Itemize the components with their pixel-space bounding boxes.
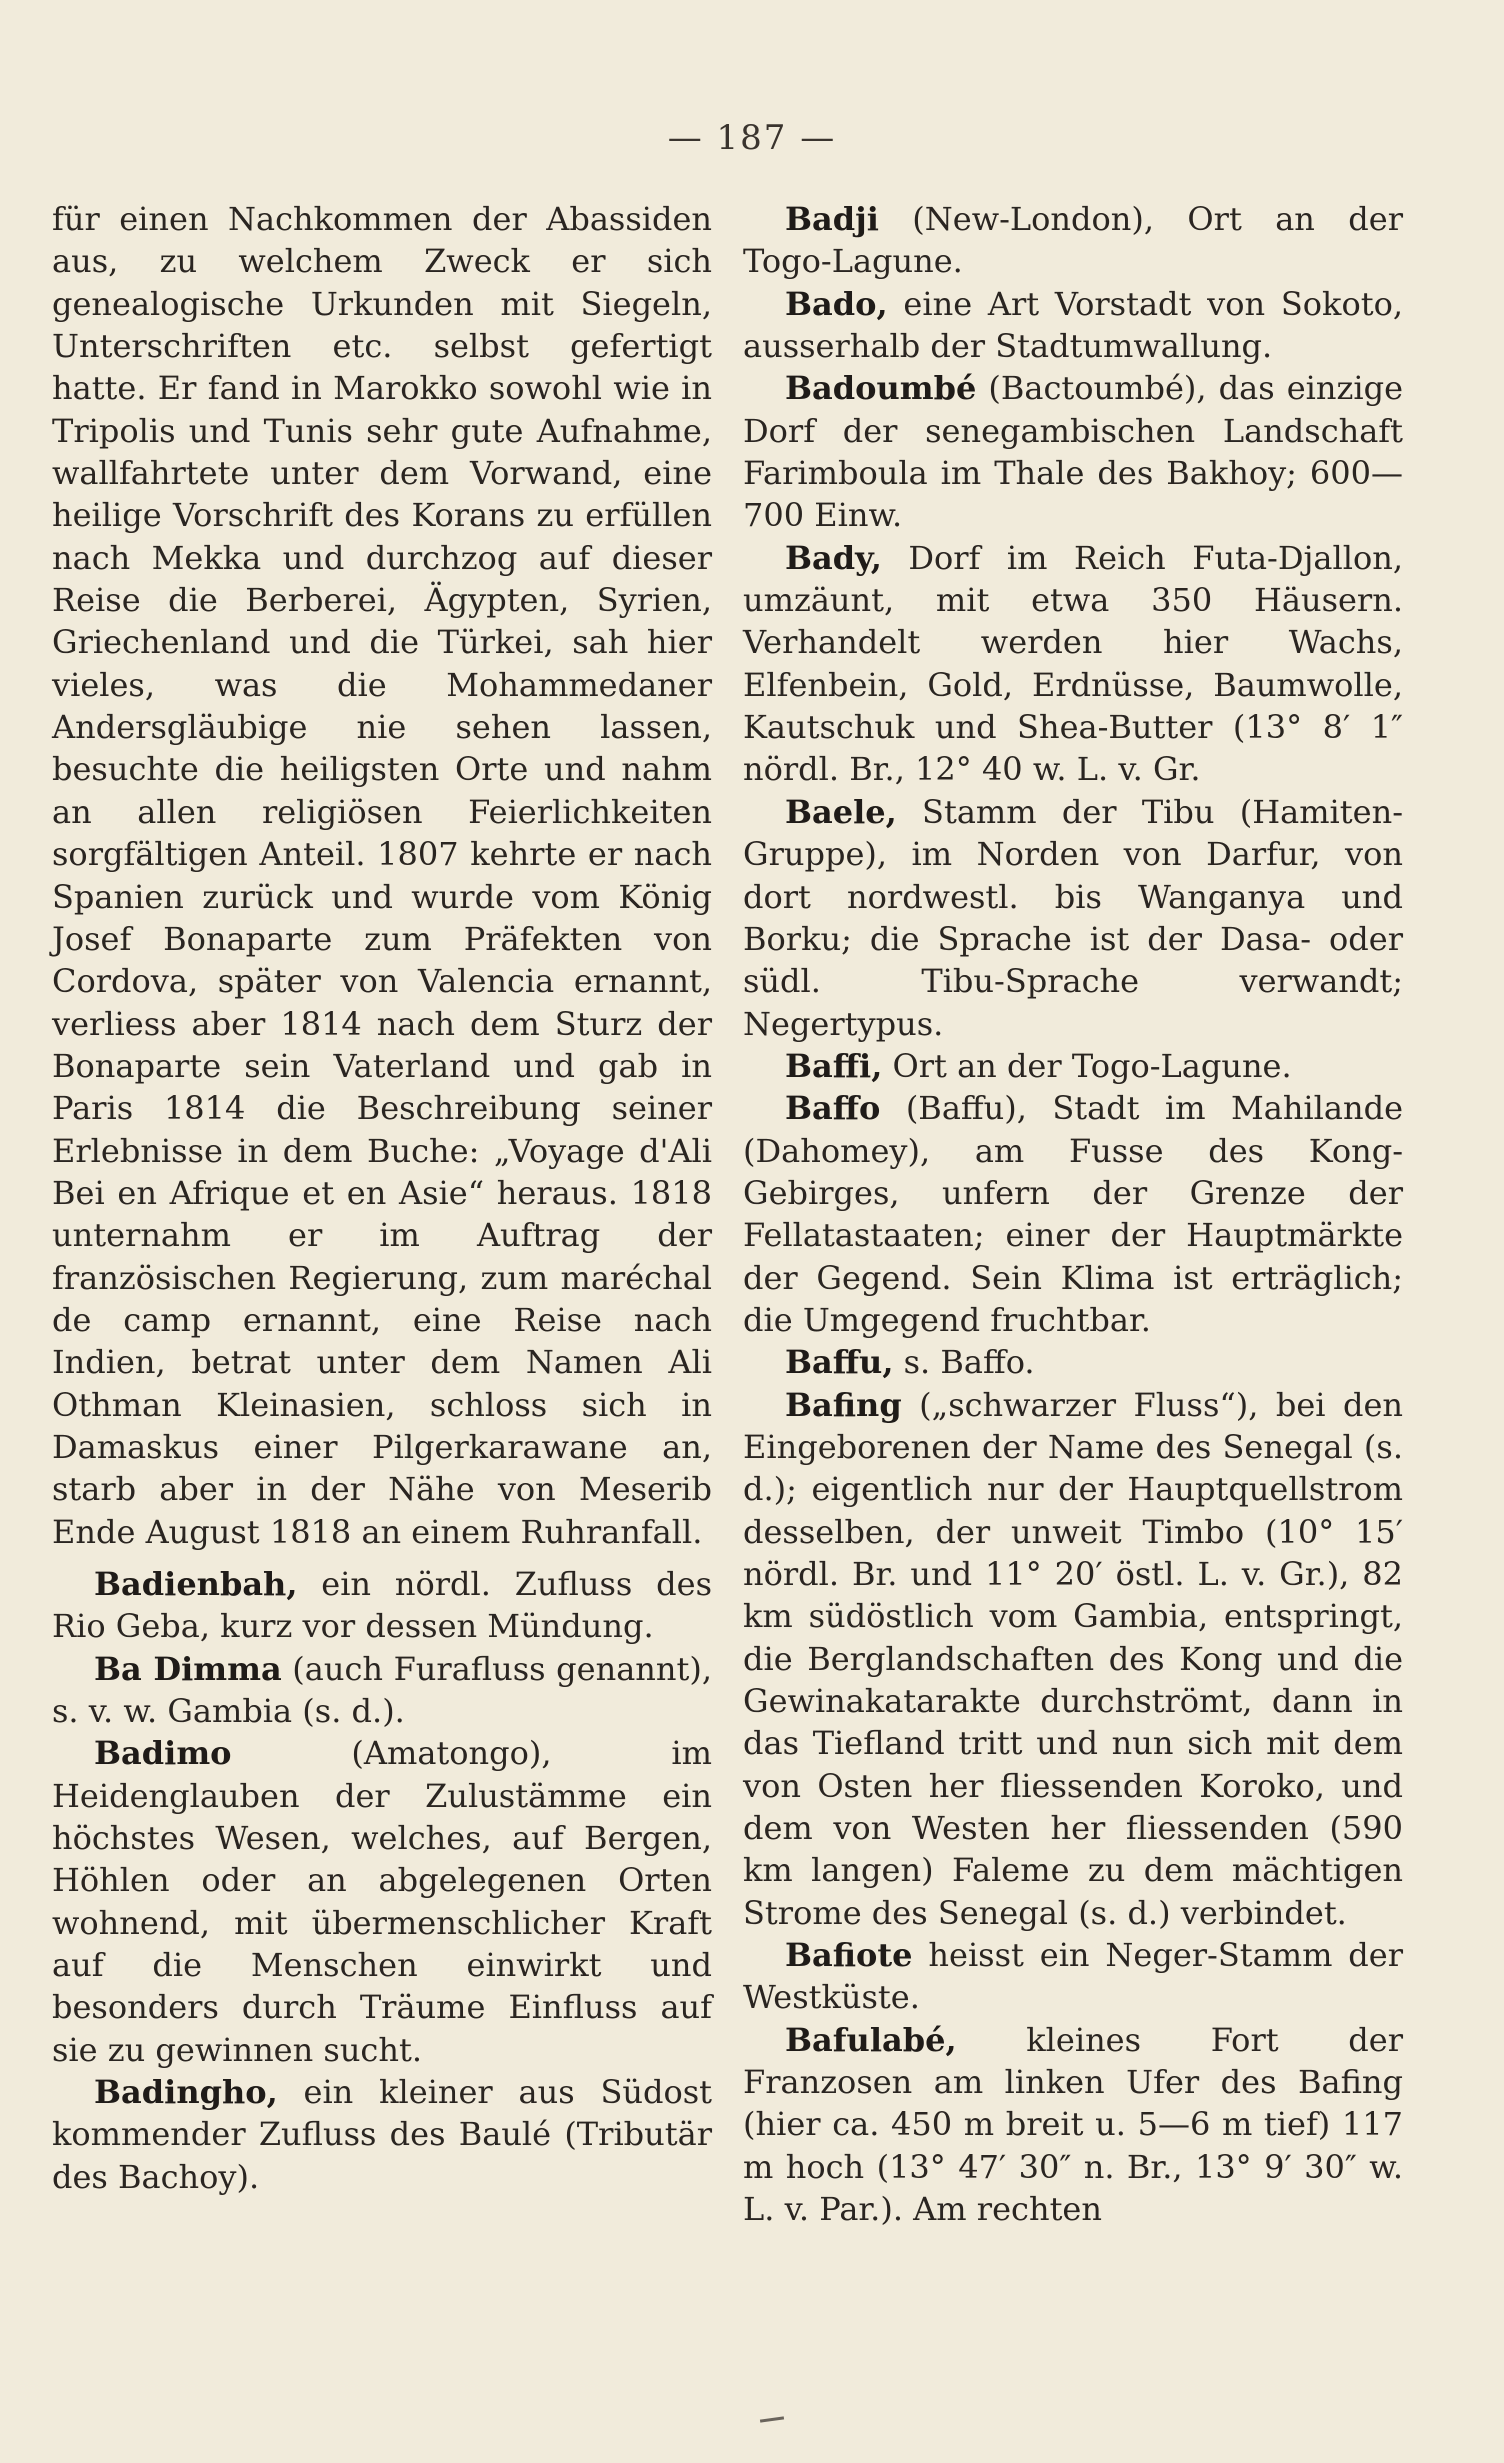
entry-text: (Baffu), Stadt im Mahilande (Dahomey), am Fusse des Kong-Gebirges, unfern der Grenze der Fellatastaaten; einer der Hauptmärkte der Gegend. Sein Klima ist erträglich; die Umgegend fruchtbar. xyxy=(743,1089,1403,1339)
entry-headword: Badingho, xyxy=(94,2073,278,2112)
entry-text: ein nördl. Zufluss des Rio Geba, kurz vor dessen Mündung. xyxy=(52,1565,712,1646)
entry-headword: Ba Dimma xyxy=(94,1649,282,1688)
right-column xyxy=(743,198,1403,2231)
entry-text: (New-London), Ort an der Togo-Lagune. xyxy=(743,200,1403,281)
left-column xyxy=(52,198,712,2198)
entry-text: Ort an der Togo-Lagune. xyxy=(882,1046,1292,1085)
entry-text: (Amatongo), im Heidenglauben der Zulustämme ein höchstes Wesen, welches, auf Bergen, Höhlen oder an abgelegenen Orten wohnend, mit übermenschlicher Kraft auf die Menschen einwirkt und besonders durch Träume Einfluss auf sie zu gewinnen sucht. xyxy=(52,1734,712,2069)
entry-badingho xyxy=(52,2071,712,2198)
entry-headword: Bafing xyxy=(785,1385,902,1424)
entry-text: kleines Fort der Franzosen am linken Ufer des Bafing (hier ca. 450 m breit u. 5—6 m tief) 117 m hoch (13° 47′ 30″ n. Br., 13° 9′ 30″ w. L. v. Par.). Am rechten xyxy=(743,2020,1403,2229)
entry-headword: Bafiote xyxy=(785,1936,913,1975)
entry-bafiote xyxy=(743,1934,1403,2019)
entry-headword: Badienbah, xyxy=(94,1565,298,1603)
entry-bafulabe xyxy=(743,2019,1403,2231)
entry-headword: Badimo xyxy=(94,1734,232,1773)
entry-text: s. Baffo. xyxy=(893,1343,1035,1382)
entry-headword: Baffo xyxy=(785,1089,881,1128)
entry-headword: Bafulabé, xyxy=(785,2020,957,2059)
entry-baffi xyxy=(743,1045,1403,1087)
entry-bady xyxy=(743,537,1403,791)
entry-headword: Bady, xyxy=(785,538,882,577)
entry-headword: Badoumbé xyxy=(785,369,977,408)
entry-headword: Bado, xyxy=(785,284,888,323)
entry-baele xyxy=(743,791,1403,1045)
entry-text: ein kleiner aus Südost kommender Zufluss des Baulé (Tributär des Bachoy). xyxy=(52,2073,712,2196)
entry-headword: Baffi, xyxy=(785,1046,883,1085)
entry-text: (Bactoumbé), das einzige Dorf der senegambischen Landschaft Farimboula im Thale des Bakhoy; 600—700 Einw. xyxy=(743,369,1403,535)
entry-badienbah xyxy=(52,1563,712,1648)
page-number: — 187 — xyxy=(667,118,837,158)
entry-text: Dorf im Reich Futa-Djallon, umzäunt, mit etwa 350 Häusern. Verhandelt werden hier Wachs, Elfenbein, Gold, Erdnüsse, Baumwolle, Kautschuk und Shea-Butter (13° 8′ 1″ nördl. Br., 12° 40 w. L. v. Gr. xyxy=(743,538,1403,789)
continued-paragraph: für einen Nachkommen der Abassiden aus, zu welchem Zweck er sich genealogische Urkunden mit Siegeln, Unterschriften etc. selbst gefertigt hatte. Er fand in Marokko sowohl wie in Tripolis und Tunis sehr gute Aufnahme, wallfahrtete unter dem Vorwand, eine heilige Vorschrift des Korans zu erfüllen nach Mekka und durchzog auf dieser Reise die Berberei, Ägypten, Syrien, Griechenland und die Türkei, sah hier vieles, was die Mohammedaner Andersgläubige nie sehen lassen, besuchte die heiligsten Orte und nahm an allen religiösen Feierlichkeiten sorgfältigen Anteil. 1807 kehrte er nach Spanien zurück und wurde vom König Josef Bonaparte zum Präfekten von Cordova, später von Valencia ernannt, verliess aber 1814 nach dem Sturz der Bonaparte sein Vaterland und gab in Paris 1814 die Beschreibung seiner Erlebnisse in dem Buche: „Voyage d'Ali Bei en Afrique et en Asie“ heraus. 1818 unternahm er im Auftrag der französischen Regierung, zum maréchal de camp ernannt, eine Reise nach Indien, betrat unter dem Namen Ali Othman Kleinasien, schloss sich in Damaskus einer Pilgerkarawane an, starb aber in der Nähe von Meserib Ende August 1818 an einem Ruhranfall. xyxy=(52,200,712,1551)
entry-text: heisst ein Neger-Stamm der Westküste. xyxy=(743,1936,1403,2017)
entry-baffu xyxy=(743,1341,1403,1383)
entry-headword: Badji xyxy=(785,200,879,238)
entry-badji xyxy=(743,198,1403,283)
entry-headword: Baele, xyxy=(785,792,897,831)
entry-text: („schwarzer Fluss“), bei den Eingeborenen der Name des Senegal (s. d.); eigentlich nur der Hauptquellstrom desselben, der unweit Timbo (10° 15′ nördl. Br. und 11° 20′ östl. L. v. Gr.), 82 km südöstlich vom Gambia, entspringt, die Berglandschaften des Kong und die Gewinakatarakte durchströmt, dann in das Tiefland tritt und nun sich mit dem von Osten her fliessenden Koroko, und dem von Westen her fliessenden (590 km langen) Faleme zu dem mächtigen Strome des Senegal (s. d.) verbindet. xyxy=(743,1385,1403,1932)
entry-badimo xyxy=(52,1732,712,2071)
entry-badoumbe xyxy=(743,367,1403,536)
entry-text: (auch Furafluss genannt), s. v. w. Gambia (s. d.). xyxy=(52,1649,713,1731)
entry-text: Stamm der Tibu (Hamiten-Gruppe), im Norden von Darfur, von dort nordwestl. bis Wanganya und Borku; die Sprache ist der Dasa- oder südl. Tibu-Sprache verwandt; Negertypus. xyxy=(743,792,1403,1043)
entry-bado xyxy=(743,283,1403,368)
entry-baffo xyxy=(743,1087,1403,1341)
entry-bafing xyxy=(743,1384,1403,1934)
entry-ba-dimma xyxy=(52,1648,712,1733)
entry-headword: Baffu, xyxy=(785,1343,894,1382)
entry-text: eine Art Vorstadt von Sokoto, ausserhalb der Stadtumwallung. xyxy=(743,284,1403,366)
printer-mark xyxy=(760,2416,784,2422)
